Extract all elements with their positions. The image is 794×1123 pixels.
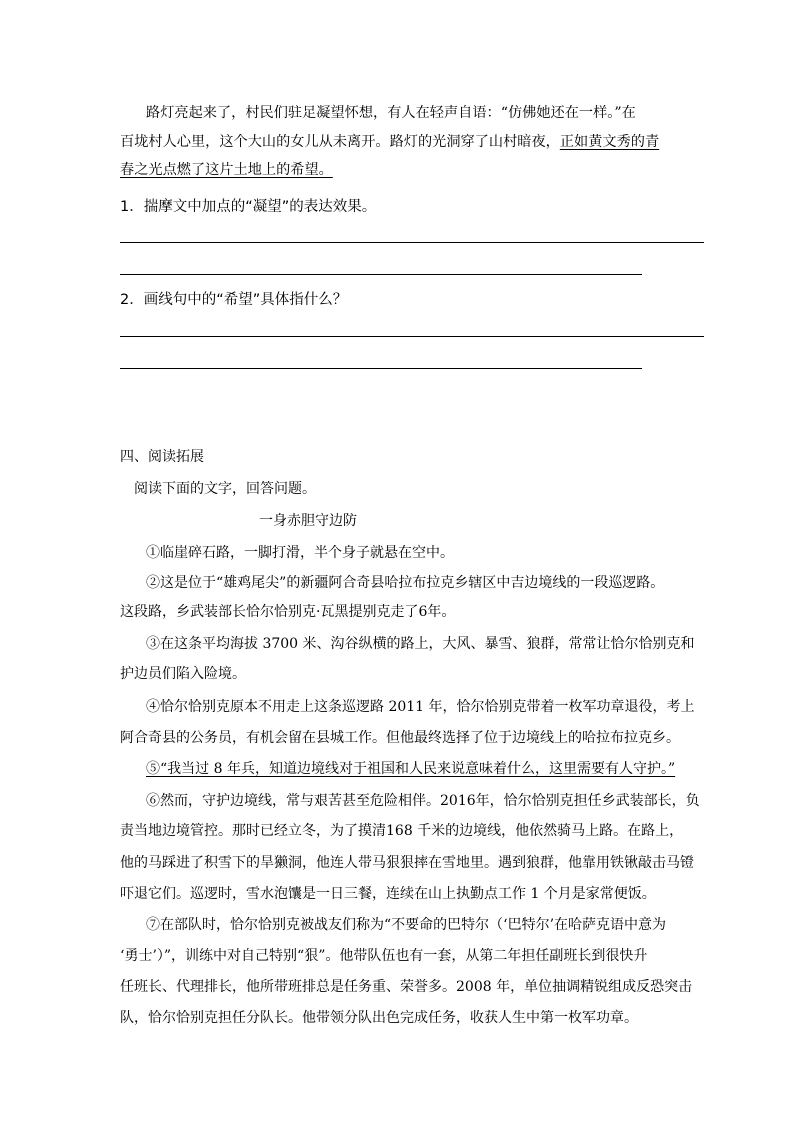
article-p7-line4: 队，恰尔恰别克担任分队长。他带领分队出色完成任务，收获人生中第一枚军功章。 [120,1010,638,1026]
underlined-sentence-part-1: 正如黄文秀的青 [559,134,660,150]
passage-line-2-text: 百垅村人心里，这个大山的女儿从未离开。路灯的光洞穿了山村暗夜， [120,134,560,150]
article-p7-line1: ⑦在部队时，恰尔恰别克被战友们称为“不要命的巴特尔（‘巴特尔’在哈萨克语中意为 [146,917,667,933]
passage-line-1: 路灯亮起来了，村民们驻足凝望怀想，有人在轻声自语：“仿佛她还在一样。”在 [146,105,636,121]
answer-line-2b[interactable] [120,368,642,369]
article-p2-line1: ②这是位于“雄鸡尾尖”的新疆阿合奇县哈拉布拉克乡辖区中吉边境线的一段巡逻路。 [146,575,665,591]
article-p4-line2: 阿合奇县的公务员，有机会留在县城工作。但他最终选择了位于边境线上的哈拉布拉克乡。 [120,730,680,746]
article-p6-line4: 吓退它们。巡逻时，雪水泡馕是一日三餐，连续在山上执勤点工作 1 个月是家常便饭。 [120,886,656,902]
answer-line-1a[interactable] [120,242,704,243]
article-p3-line1: ③在这条平均海拔 3700 米、沟谷纵横的路上，大风、暴雪、狼群，常常让恰尔恰别克和 [146,636,695,652]
article-p6-line3: 他的马踩进了积雪下的旱獭洞，他连人带马狠狠摔在雪地里。遇到狼群，他靠用铁锹敲击马镫 [120,855,694,871]
article-p7-line2: ‘勇士’）”，训练中对自己特别“狠”。他带队伍也有一套，从第二年担任副班长到很快升 [120,948,648,964]
passage-line-3: 春之光点燃了这片土地上的希望。 [120,162,333,178]
article-title: 一身赤胆守边防 [259,513,357,529]
answer-line-2a[interactable] [120,336,704,337]
section-instruction: 阅读下面的文字，回答问题。 [134,481,316,497]
article-p7-line3: 任班长、代理排长，他所带班排总是任务重、荣誉多。2008 年，单位抽调精锐组成反恐突击 [120,979,693,995]
question-2: 2．画线句中的“希望”具体指什么？ [120,292,348,308]
question-1: 1．揣摩文中加点的“凝望”的表达效果。 [120,199,377,215]
article-p2-line2: 这段路，乡武装部长恰尔恰别克·瓦黑提别克走了6年。 [120,604,456,620]
article-p6-line2: 责当地边境管控。那时已经立冬，为了摸清168 千米的边境线，他依然骑马上路。在路上， [120,823,684,839]
article-p6-line1: ⑥然而，守护边境线，常与艰苦甚至危险相伴。2016年，恰尔恰别克担任乡武装部长，负 [146,793,700,809]
answer-line-1b[interactable] [120,274,642,275]
article-p3-line2: 护边员们陷入险境。 [120,666,246,682]
article-p1: ①临崖碎石路，一脚打滑，半个身子就悬在空中。 [146,545,454,561]
article-p5-quote: ⑤“我当过 8 年兵，知道边境线对于祖国和人民来说意味着什么，这里需要有人守护。” [146,761,676,777]
section-heading: 四、阅读拓展 [120,449,204,465]
passage-line-2 [120,131,704,153]
article-p4-line1: ④恰尔恰别克原本不用走上这条巡逻路 2011 年，恰尔恰别克带着一枚军功章退役，考上 [146,699,695,715]
